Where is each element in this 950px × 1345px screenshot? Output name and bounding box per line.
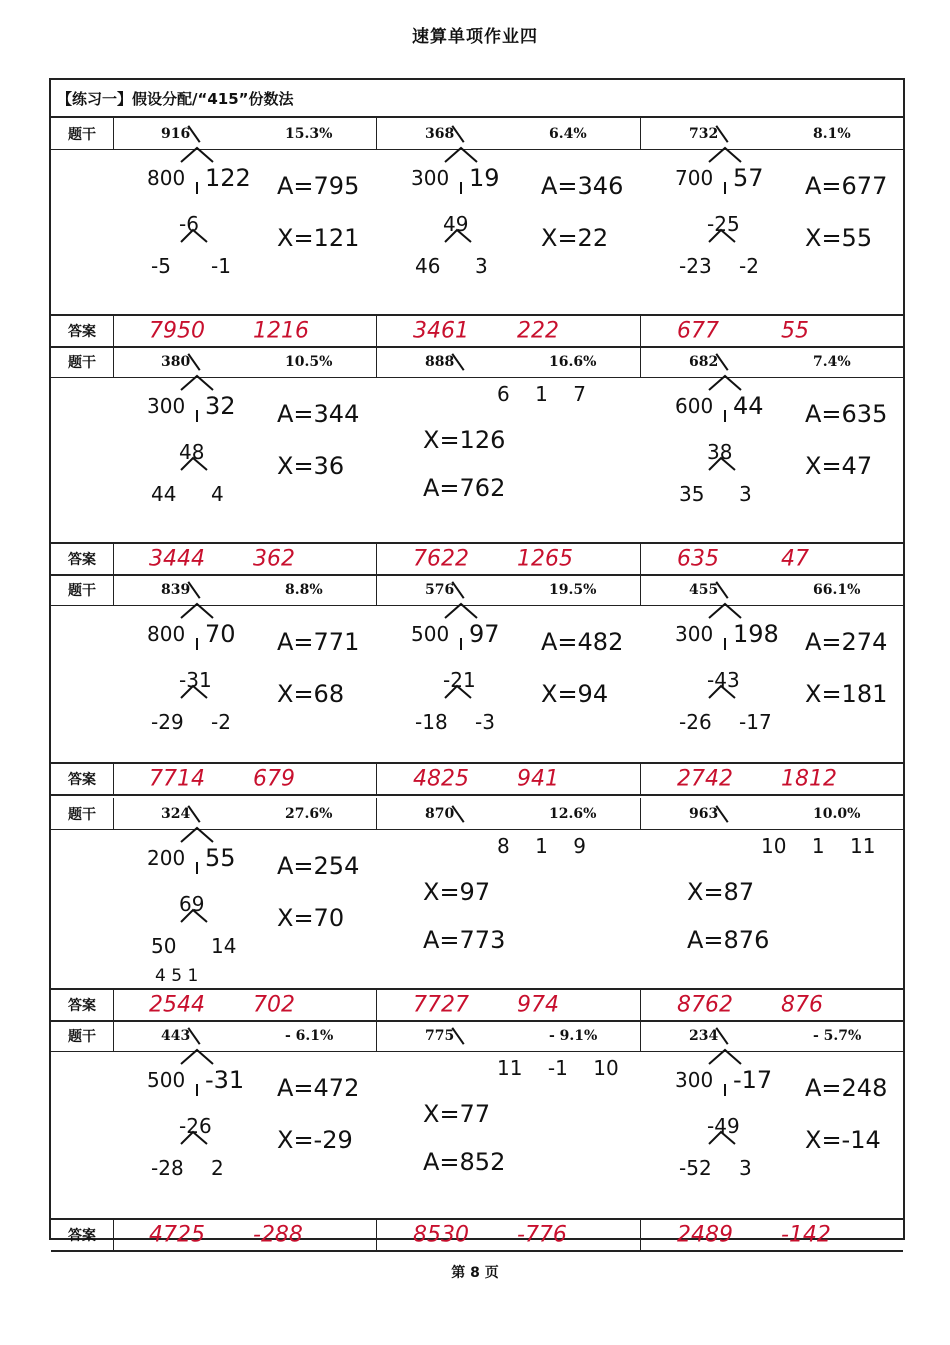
- answer-row: [51, 542, 903, 576]
- base-number: 775: [425, 1027, 455, 1044]
- a-value: A=274: [805, 628, 888, 656]
- low-right: 14: [211, 934, 237, 958]
- growth-rate: 8.1%: [813, 125, 851, 142]
- low-right: -2: [739, 254, 759, 278]
- a-value: A=852: [423, 1148, 506, 1176]
- answer-cell: [113, 764, 377, 794]
- page-title: 速算单项作业四: [412, 27, 538, 47]
- low-right: 3: [739, 482, 752, 506]
- base-number: 682: [689, 353, 719, 370]
- answer-value: 2742: [677, 766, 733, 792]
- answer-value: 8530: [413, 1222, 469, 1248]
- low-left: 44: [151, 482, 177, 506]
- answer-value: -142: [781, 1222, 831, 1248]
- x-value: X=36: [277, 452, 345, 480]
- answer-value: 2544: [149, 992, 205, 1018]
- answer-value: 974: [517, 992, 559, 1018]
- answer-value: 941: [517, 766, 559, 792]
- question-cell: [377, 798, 641, 829]
- work-cell: [641, 378, 905, 542]
- base-number: 443: [161, 1027, 191, 1044]
- answer-value: 4825: [413, 766, 469, 792]
- low-right: 2: [211, 1156, 224, 1180]
- low-right: -17: [739, 710, 772, 734]
- x-value: X=181: [805, 680, 888, 708]
- split-right: 57: [733, 164, 764, 192]
- a-value: A=762: [423, 474, 506, 502]
- mid-value: 69: [179, 892, 205, 916]
- answer-label: 答案: [51, 316, 114, 346]
- answer-cell: [641, 764, 905, 794]
- low-left: -29: [151, 710, 184, 734]
- split-left: 300: [147, 394, 186, 418]
- share-digits: 11 -1 10: [497, 1056, 619, 1080]
- answer-cell: [113, 990, 377, 1020]
- low-left: -26: [679, 710, 712, 734]
- mid-value: -49: [707, 1114, 740, 1138]
- split-right: 97: [469, 620, 500, 648]
- split-left: 300: [675, 1068, 714, 1092]
- a-value: A=248: [805, 1074, 888, 1102]
- growth-rate: 15.3%: [285, 125, 333, 142]
- question-label: 题干: [51, 346, 114, 377]
- work-cell: [377, 1052, 641, 1218]
- answer-value: 1265: [517, 546, 573, 572]
- split-right: 55: [205, 844, 236, 872]
- mid-value: -26: [179, 1114, 212, 1138]
- split-left: 500: [147, 1068, 186, 1092]
- low-right: -3: [475, 710, 495, 734]
- growth-rate: - 9.1%: [549, 1027, 598, 1044]
- growth-rate: 8.8%: [285, 581, 323, 598]
- low-right: 3: [475, 254, 488, 278]
- answer-cell: [377, 990, 641, 1020]
- answer-value: 8762: [677, 992, 733, 1018]
- work-cell: [641, 830, 905, 988]
- low-left: -28: [151, 1156, 184, 1180]
- work-cell: [377, 606, 641, 762]
- question-cell: [641, 798, 905, 829]
- extra-digits: 4 5 1: [155, 966, 199, 986]
- answer-label: 答案: [51, 764, 114, 794]
- answer-cell: [641, 990, 905, 1020]
- answer-row: [51, 762, 903, 796]
- work-cell: [377, 830, 641, 988]
- work-area: [51, 1052, 903, 1218]
- x-value: X=-14: [805, 1126, 881, 1154]
- x-value: X=77: [423, 1100, 491, 1128]
- split-left: 300: [675, 622, 714, 646]
- answer-value: 362: [253, 546, 295, 572]
- low-left: 46: [415, 254, 441, 278]
- x-value: X=87: [687, 878, 755, 906]
- answer-row: [51, 314, 903, 348]
- base-number: 916: [161, 125, 191, 142]
- mid-value: -6: [179, 212, 199, 236]
- work-area: [51, 378, 903, 542]
- answer-value: 876: [781, 992, 823, 1018]
- split-left: 600: [675, 394, 714, 418]
- x-value: X=97: [423, 878, 491, 906]
- page-number: 第 8 页: [451, 1265, 499, 1281]
- work-cell: [377, 378, 641, 542]
- question-label: 题干: [51, 798, 114, 829]
- a-value: A=635: [805, 400, 888, 428]
- answer-cell: [377, 544, 641, 574]
- x-value: X=126: [423, 426, 506, 454]
- share-digits: 6 1 7: [497, 382, 587, 406]
- x-value: X=70: [277, 904, 345, 932]
- answer-value: 1812: [781, 766, 837, 792]
- mid-value: -25: [707, 212, 740, 236]
- growth-rate: 10.0%: [813, 805, 861, 822]
- answer-value: -776: [517, 1222, 567, 1248]
- x-value: X=68: [277, 680, 345, 708]
- work-cell: [113, 150, 377, 314]
- low-left: -5: [151, 254, 171, 278]
- split-left: 500: [411, 622, 450, 646]
- work-cell: [377, 150, 641, 314]
- split-right: 19: [469, 164, 500, 192]
- low-left: 50: [151, 934, 177, 958]
- answer-value: 2489: [677, 1222, 733, 1248]
- base-number: 380: [161, 353, 191, 370]
- base-number: 839: [161, 581, 191, 598]
- a-value: A=876: [687, 926, 770, 954]
- answer-value: 55: [781, 318, 809, 344]
- split-left: 800: [147, 166, 186, 190]
- exercise-sheet: [49, 78, 905, 1248]
- answer-cell: [641, 1220, 905, 1250]
- split-right: -17: [733, 1066, 773, 1094]
- growth-rate: 6.4%: [549, 125, 587, 142]
- growth-rate: 7.4%: [813, 353, 851, 370]
- answer-cell: [377, 764, 641, 794]
- low-left: -18: [415, 710, 448, 734]
- work-cell: [641, 606, 905, 762]
- a-value: A=677: [805, 172, 888, 200]
- base-number: 963: [689, 805, 719, 822]
- answer-cell: [641, 544, 905, 574]
- exercise-header: 【练习一】假设分配/“415”份数法: [51, 80, 903, 118]
- answer-label: 答案: [51, 990, 114, 1020]
- answer-value: 3461: [413, 318, 469, 344]
- answer-value: 677: [677, 318, 719, 344]
- split-right: 122: [205, 164, 251, 192]
- answer-value: 7622: [413, 546, 469, 572]
- mid-value: -31: [179, 668, 212, 692]
- answer-cell: [641, 316, 905, 346]
- low-left: -23: [679, 254, 712, 278]
- base-number: 732: [689, 125, 719, 142]
- work-cell: [641, 1052, 905, 1218]
- base-number: 368: [425, 125, 455, 142]
- mid-value: -21: [443, 668, 476, 692]
- answer-row: [51, 1218, 903, 1252]
- split-left: 700: [675, 166, 714, 190]
- share-digits: 10 1 11: [761, 834, 876, 858]
- answer-cell: [113, 1220, 377, 1250]
- answer-value: 7950: [149, 318, 205, 344]
- growth-rate: 16.6%: [549, 353, 597, 370]
- answer-cell: [113, 544, 377, 574]
- base-number: 234: [689, 1027, 719, 1044]
- low-left: 35: [679, 482, 705, 506]
- split-right: -31: [205, 1066, 245, 1094]
- answer-value: 222: [517, 318, 559, 344]
- question-label: 题干: [51, 574, 114, 605]
- split-right: 44: [733, 392, 764, 420]
- base-number: 324: [161, 805, 191, 822]
- x-value: X=121: [277, 224, 360, 252]
- question-label: 题干: [51, 1020, 114, 1051]
- answer-value: 47: [781, 546, 809, 572]
- x-value: X=47: [805, 452, 873, 480]
- answer-value: 1216: [253, 318, 309, 344]
- answer-value: 4725: [149, 1222, 205, 1248]
- question-cell: [377, 1020, 641, 1051]
- question-cell: [377, 346, 641, 377]
- growth-rate: - 6.1%: [285, 1027, 334, 1044]
- a-value: A=482: [541, 628, 624, 656]
- low-right: 4: [211, 482, 224, 506]
- a-value: A=344: [277, 400, 360, 428]
- mid-value: -43: [707, 668, 740, 692]
- work-area: [51, 606, 903, 762]
- a-value: A=773: [423, 926, 506, 954]
- answer-value: 679: [253, 766, 295, 792]
- growth-rate: 19.5%: [549, 581, 597, 598]
- low-right: 3: [739, 1156, 752, 1180]
- split-left: 300: [411, 166, 450, 190]
- work-cell: [113, 1052, 377, 1218]
- a-value: A=254: [277, 852, 360, 880]
- base-number: 888: [425, 353, 455, 370]
- base-number: 870: [425, 805, 455, 822]
- base-number: 576: [425, 581, 455, 598]
- growth-rate: 66.1%: [813, 581, 861, 598]
- growth-rate: 12.6%: [549, 805, 597, 822]
- base-number: 455: [689, 581, 719, 598]
- a-value: A=795: [277, 172, 360, 200]
- growth-rate: 27.6%: [285, 805, 333, 822]
- question-label: 题干: [51, 118, 114, 149]
- x-value: X=22: [541, 224, 609, 252]
- work-cell: [113, 378, 377, 542]
- answer-label: 答案: [51, 1220, 114, 1250]
- a-value: A=472: [277, 1074, 360, 1102]
- mid-value: 48: [179, 440, 205, 464]
- answer-value: 7714: [149, 766, 205, 792]
- mid-value: 38: [707, 440, 733, 464]
- work-area: [51, 830, 903, 988]
- low-right: -1: [211, 254, 231, 278]
- low-right: -2: [211, 710, 231, 734]
- x-value: X=94: [541, 680, 609, 708]
- a-value: A=771: [277, 628, 360, 656]
- answer-cell: [377, 316, 641, 346]
- split-right: 70: [205, 620, 236, 648]
- split-left: 200: [147, 846, 186, 870]
- answer-cell: [113, 316, 377, 346]
- answer-row: [51, 988, 903, 1022]
- split-right: 32: [205, 392, 236, 420]
- mid-value: 49: [443, 212, 469, 236]
- answer-cell: [377, 1220, 641, 1250]
- work-cell: [113, 830, 377, 988]
- share-digits: 8 1 9: [497, 834, 587, 858]
- growth-rate: - 5.7%: [813, 1027, 862, 1044]
- work-cell: [641, 150, 905, 314]
- x-value: X=55: [805, 224, 873, 252]
- answer-label: 答案: [51, 544, 114, 574]
- answer-value: -288: [253, 1222, 303, 1248]
- answer-value: 702: [253, 992, 295, 1018]
- answer-value: 3444: [149, 546, 205, 572]
- work-area: [51, 150, 903, 314]
- work-cell: [113, 606, 377, 762]
- split-right: 198: [733, 620, 779, 648]
- growth-rate: 10.5%: [285, 353, 333, 370]
- low-left: -52: [679, 1156, 712, 1180]
- answer-value: 7727: [413, 992, 469, 1018]
- x-value: X=-29: [277, 1126, 353, 1154]
- split-left: 800: [147, 622, 186, 646]
- answer-value: 635: [677, 546, 719, 572]
- a-value: A=346: [541, 172, 624, 200]
